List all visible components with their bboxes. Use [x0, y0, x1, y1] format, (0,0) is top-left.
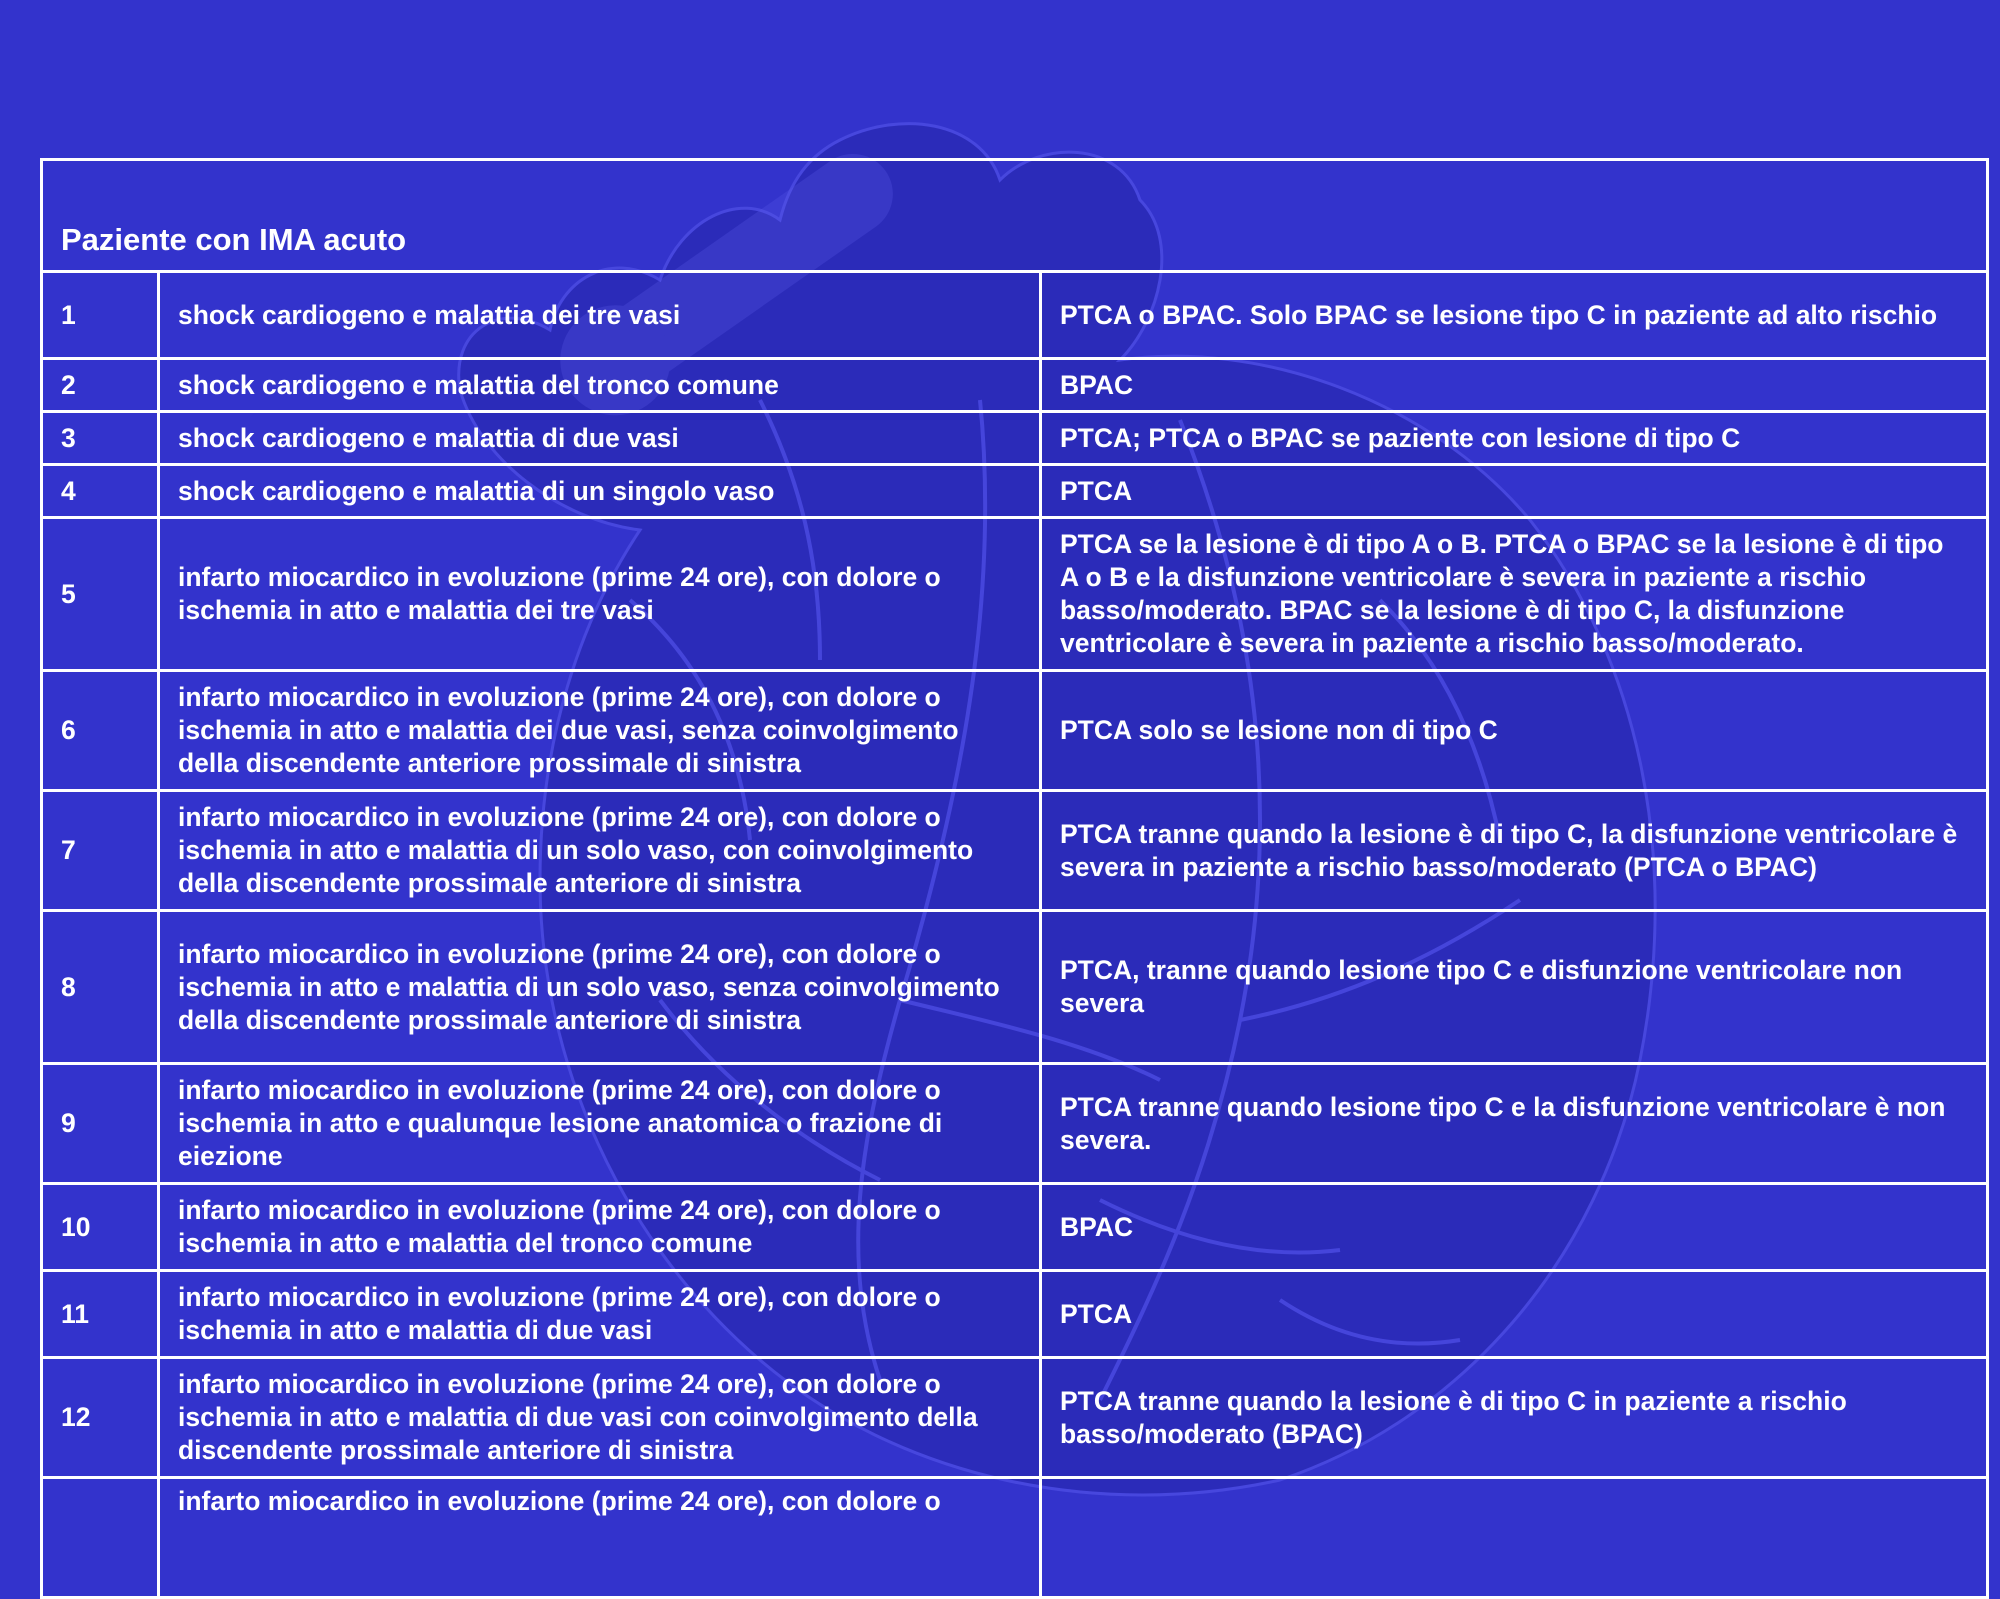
- row-condition: infarto miocardico in evoluzione (prime 24 ore), con dolore o ischemia in atto e malattia di un solo vaso, con coinvolgimento della discendente prossimale anteriore di sinistra: [159, 791, 1041, 911]
- row-condition: infarto miocardico in evoluzione (prime 24 ore), con dolore o ischemia in atto e malattia di due vasi: [159, 1271, 1041, 1358]
- row-condition: infarto miocardico in evoluzione (prime 24 ore), con dolore o ischemia in atto e qualunque lesione anatomica o frazione di eiezione: [159, 1064, 1041, 1184]
- row-treatment: BPAC: [1041, 1184, 1988, 1271]
- row-condition: infarto miocardico in evoluzione (prime 24 ore), con dolore o ischemia in atto e malattia di un solo vaso, senza coinvolgimento della discendente prossimale anteriore di sinistra: [159, 911, 1041, 1064]
- row-treatment: PTCA se la lesione è di tipo A o B. PTCA o BPAC se la lesione è di tipo A o B e la disfunzione ventricolare è severa in paziente a rischio basso/moderato. BPAC se la lesione è di tipo C, la disfunzione ventricolare è severa in paziente a rischio basso/moderato.: [1041, 518, 1988, 671]
- row-number: [42, 1478, 159, 1598]
- table-row: [42, 272, 1988, 359]
- row-condition: shock cardiogeno e malattia dei tre vasi: [159, 272, 1041, 359]
- row-number: 9: [42, 1064, 159, 1184]
- row-treatment: BPAC: [1041, 359, 1988, 412]
- table-container: [40, 158, 1986, 1516]
- row-treatment: PTCA o BPAC. Solo BPAC se lesione tipo C in paziente ad alto rischio: [1041, 272, 1988, 359]
- row-treatment: PTCA tranne quando lesione tipo C e la disfunzione ventricolare è non severa.: [1041, 1064, 1988, 1184]
- row-condition: infarto miocardico in evoluzione (prime 24 ore), con dolore o ischemia in atto e malattia di due vasi con coinvolgimento della discendente prossimale anteriore di sinistra: [159, 1358, 1041, 1478]
- row-treatment: PTCA tranne quando la lesione è di tipo C in paziente a rischio basso/moderato (BPAC): [1041, 1358, 1988, 1478]
- row-treatment: PTCA solo se lesione non di tipo C: [1041, 671, 1988, 791]
- table-row: [42, 671, 1988, 791]
- row-treatment: PTCA; PTCA o BPAC se paziente con lesione di tipo C: [1041, 412, 1988, 465]
- row-treatment: PTCA: [1041, 1271, 1988, 1358]
- table-row: [42, 412, 1988, 465]
- row-condition: shock cardiogeno e malattia di due vasi: [159, 412, 1041, 465]
- table-row: [42, 359, 1988, 412]
- row-number: 3: [42, 412, 159, 465]
- row-treatment: PTCA, tranne quando lesione tipo C e disfunzione ventricolare non severa: [1041, 911, 1988, 1064]
- table-row: [42, 1358, 1988, 1478]
- row-number: 7: [42, 791, 159, 911]
- table-row: [42, 1064, 1988, 1184]
- row-condition: infarto miocardico in evoluzione (prime 24 ore), con dolore o ischemia in atto e malattia del tronco comune: [159, 1184, 1041, 1271]
- table-row: [42, 1271, 1988, 1358]
- row-number: 6: [42, 671, 159, 791]
- table-row: [42, 465, 1988, 518]
- table-row: [42, 1478, 1988, 1598]
- row-condition: shock cardiogeno e malattia del tronco comune: [159, 359, 1041, 412]
- table-title-row: [42, 160, 1988, 272]
- row-condition: infarto miocardico in evoluzione (prime 24 ore), con dolore o: [159, 1478, 1041, 1598]
- table-row: [42, 1184, 1988, 1271]
- row-condition: infarto miocardico in evoluzione (prime 24 ore), con dolore o ischemia in atto e malattia dei due vasi, senza coinvolgimento della discendente anteriore prossimale di sinistra: [159, 671, 1041, 791]
- row-number: 12: [42, 1358, 159, 1478]
- row-number: 11: [42, 1271, 159, 1358]
- row-number: 5: [42, 518, 159, 671]
- row-condition: shock cardiogeno e malattia di un singolo vaso: [159, 465, 1041, 518]
- row-number: 4: [42, 465, 159, 518]
- table-row: [42, 911, 1988, 1064]
- row-number: 1: [42, 272, 159, 359]
- row-treatment: [1041, 1478, 1988, 1598]
- row-treatment: PTCA: [1041, 465, 1988, 518]
- row-number: 10: [42, 1184, 159, 1271]
- treatment-table: [40, 158, 1989, 1599]
- row-condition: infarto miocardico in evoluzione (prime 24 ore), con dolore o ischemia in atto e malattia dei tre vasi: [159, 518, 1041, 671]
- table-row: [42, 791, 1988, 911]
- row-treatment: PTCA tranne quando la lesione è di tipo C, la disfunzione ventricolare è severa in paziente a rischio basso/moderato (PTCA o BPAC): [1041, 791, 1988, 911]
- table-row: [42, 518, 1988, 671]
- row-number: 2: [42, 359, 159, 412]
- table-title: Paziente con IMA acuto: [42, 160, 1988, 272]
- row-number: 8: [42, 911, 159, 1064]
